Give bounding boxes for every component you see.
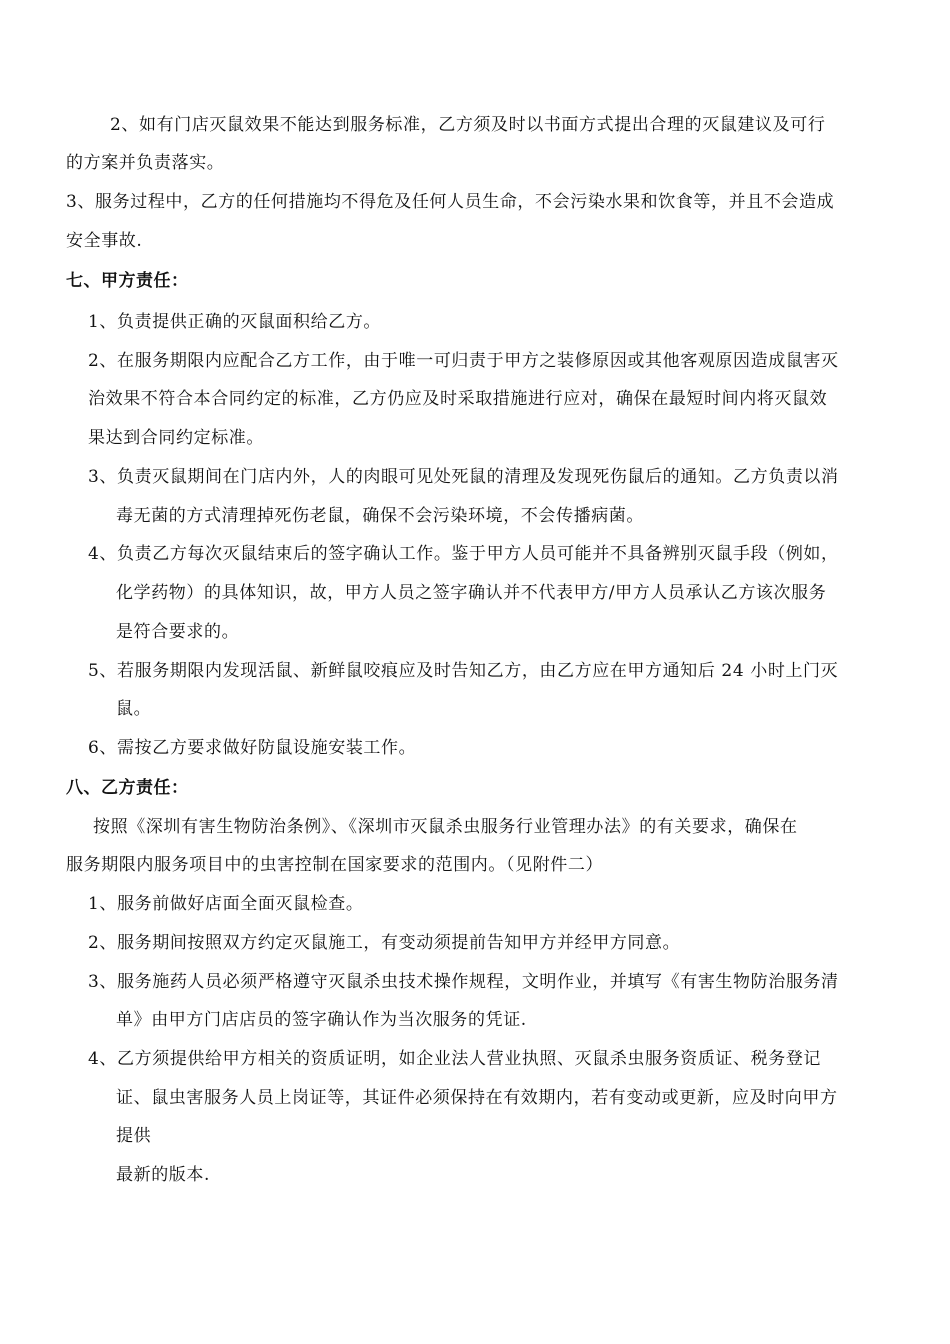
section6-item3-line2: 安全事故. [66,231,143,251]
section7-item5-line2: 鼠。 [116,699,152,719]
section8-item1: 1、服务前做好店面全面灭鼠检查。 [88,894,364,914]
section6-item3-line1: 3、服务过程中，乙方的任何措施均不得危及任何人员生命，不会污染水果和饮食等，并且不会造成 [66,192,835,212]
section7-item2-line1: 2、在服务期限内应配合乙方工作，由于唯一可归责于甲方之装修原因或其他客观原因造成鼠害灭 [88,351,839,371]
section7-item3-line1: 3、负责灭鼠期间在门店内外，人的肉眼可见处死鼠的清理及发现死伤鼠后的通知。乙方负责以消 [88,467,839,487]
section8-item2: 2、服务期间按照双方约定灭鼠施工，有变动须提前告知甲方并经甲方同意。 [88,933,681,953]
section8-item4-line4: 最新的版本. [116,1165,211,1185]
section7-heading: 七、甲方责任： [66,271,189,291]
section8-intro-line1: 按照《深圳有害生物防治条例》、《深圳市灭鼠杀虫服务行业管理办法》的有关要求，确保在 [93,817,798,837]
section8-item4-line1: 4、乙方须提供给甲方相关的资质证明，如企业法人营业执照、灭鼠杀虫服务资质证、税务登记 [88,1049,822,1069]
section8-intro-line2: 服务期限内服务项目中的虫害控制在国家要求的范围内。（见附件二） [66,855,604,875]
section7-item2-line3: 果达到合同约定标准。 [88,428,264,448]
section7-item4-line2: 化学药物）的具体知识，故，甲方人员之签字确认并不代表甲方/甲方人员承认乙方该次服务 [116,583,827,603]
section8-item4-line2: 证、鼠虫害服务人员上岗证等，其证件必须保持在有效期内，若有变动或更新，应及时向甲方 [116,1088,838,1108]
section6-item2-line1: 2、如有门店灭鼠效果不能达到服务标准，乙方须及时以书面方式提出合理的灭鼠建议及可行 [110,115,826,135]
section6-item2-line2: 的方案并负责落实。 [66,153,225,173]
section8-item4-line3: 提供 [116,1126,152,1146]
section7-item2-line2: 治效果不符合本合同约定的标准，乙方仍应及时采取措施进行应对，确保在最短时间内将灭鼠效 [88,389,828,409]
section7-item6: 6、需按乙方要求做好防鼠设施安装工作。 [88,738,417,758]
section7-item5-line1: 5、若服务期限内发现活鼠、新鲜鼠咬痕应及时告知乙方，由乙方应在甲方通知后 24 小时上门灭 [88,661,839,681]
section7-item1: 1、负责提供正确的灭鼠面积给乙方。 [88,312,382,332]
section8-item3-line1: 3、服务施药人员必须严格遵守灭鼠杀虫技术操作规程，文明作业，并填写《有害生物防治服务清 [88,972,839,992]
section8-heading: 八、乙方责任： [66,778,189,798]
section7-item3-line2: 毒无菌的方式清理掉死伤老鼠，确保不会污染环境，不会传播病菌。 [116,506,644,526]
section8-item3-line2: 单》由甲方门店店员的签字确认作为当次服务的凭证. [116,1010,527,1030]
section7-item4-line3: 是符合要求的。 [116,622,240,642]
section7-item4-line1: 4、负责乙方每次灭鼠结束后的签字确认工作。鉴于甲方人员可能并不具备辨别灭鼠手段（例如， [88,544,839,564]
